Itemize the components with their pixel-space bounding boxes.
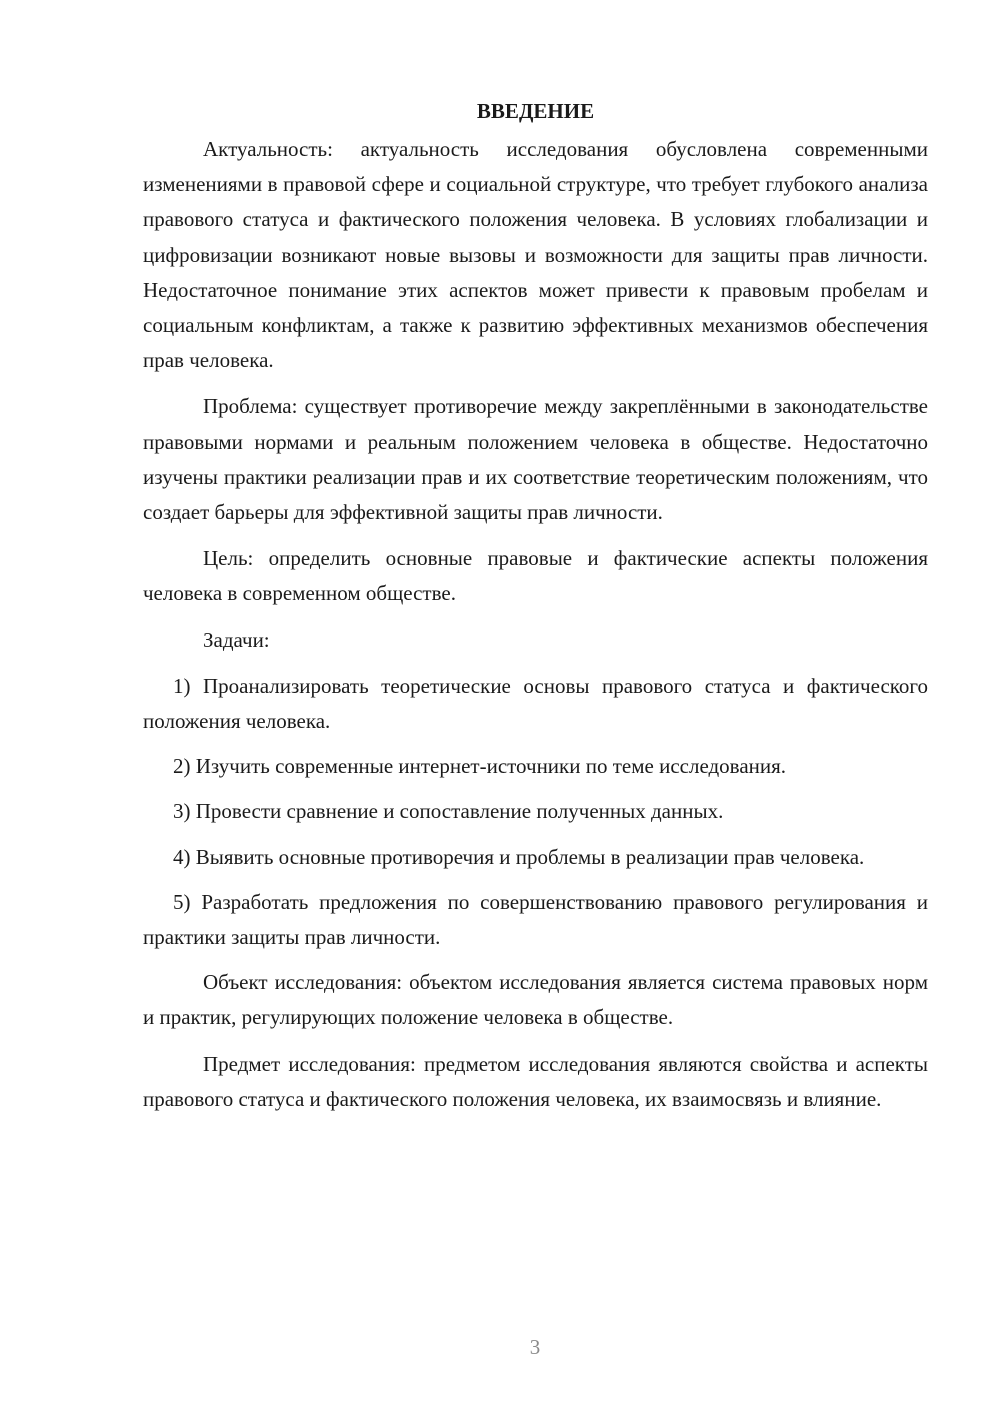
task-item-1: 1) Проанализировать теоретические основы правового статуса и фактического положения человека.	[143, 673, 928, 734]
goal-paragraph: Цель: определить основные правовые и фактические аспекты положения человека в современном обществе.	[143, 546, 928, 606]
relevance-paragraph: Актуальность: актуальность исследования обусловлена современными изменениями в правовой сфере и социальной структуре, что требует глубокого анализа правового статуса и фактического положения человека. В условиях глобализации и цифровизации возникают новые вызовы и возможности для защиты прав личности. Недостаточное понимание этих аспектов может привести к правовым пробелам и социальным конфликтам, а также к развитию эффективных механизмов обеспечения прав человека.	[143, 137, 928, 373]
task-item-2: 2) Изучить современные интернет-источники по теме исследования.	[173, 754, 787, 779]
page-number: 3	[529, 1335, 541, 1359]
document-page	[143, 92, 928, 1128]
task-item-5: 5) Разработать предложения по совершенствованию правового регулирования и практики защиты прав личности.	[143, 889, 928, 950]
problem-paragraph: Проблема: существует противоречие между закреплёнными в законодательстве правовыми нормами и реальным положением человека в обществе. Недостаточно изучены практики реализации прав и их соответствие теоретическим положениям, что создает барьеры для эффективной защиты прав личности.	[143, 394, 928, 525]
tasks-title: Задачи:	[203, 627, 270, 652]
subject-paragraph: Предмет исследования: предметом исследования являются свойства и аспекты правового статуса и фактического положения человека, их взаимосвязь и влияние.	[143, 1051, 928, 1111]
object-paragraph: Объект исследования: объектом исследования является система правовых норм и практик, регулирующих положение человека в обществе.	[143, 970, 928, 1030]
page-title: ВВЕДЕНИЕ	[476, 99, 595, 123]
task-item-3: 3) Провести сравнение и сопоставление полученных данных.	[173, 799, 724, 824]
task-item-4: 4) Выявить основные противоречия и проблемы в реализации прав человека.	[173, 844, 865, 869]
